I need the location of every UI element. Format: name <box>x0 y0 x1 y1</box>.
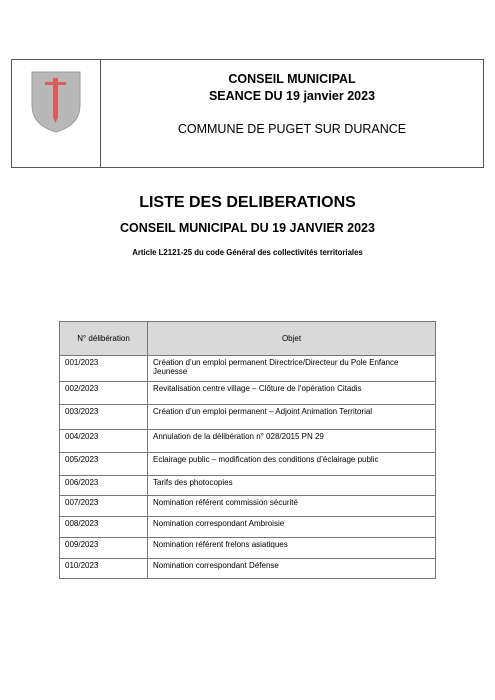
table-row <box>60 476 436 496</box>
legal-reference: Article L2121-25 du code Général des collectivités territoriales <box>132 248 363 257</box>
coat-of-arms-icon <box>29 69 83 135</box>
table-row <box>60 559 436 579</box>
table-header-row <box>60 322 436 356</box>
deliberation-object: Nomination correspondant Défense <box>148 559 436 579</box>
document-title: LISTE DES DELIBERATIONS <box>139 194 356 211</box>
deliberation-number: 003/2023 <box>60 405 148 430</box>
deliberation-number: 006/2023 <box>60 476 148 496</box>
deliberation-object: Nomination référent commission sécurité <box>148 496 436 517</box>
table-row <box>60 453 436 476</box>
logo-cell <box>12 60 101 167</box>
table-row <box>60 538 436 559</box>
deliberation-number: 004/2023 <box>60 430 148 453</box>
column-header-object: Objet <box>148 322 436 356</box>
header-box <box>11 59 484 168</box>
deliberation-number: 010/2023 <box>60 559 148 579</box>
deliberation-number: 009/2023 <box>60 538 148 559</box>
deliberation-object: Revitalisation centre village – Clôture de l’opération Citadis <box>148 382 436 405</box>
table-row <box>60 382 436 405</box>
deliberation-number: 002/2023 <box>60 382 148 405</box>
column-header-number: N° délibération <box>60 322 148 356</box>
table-row <box>60 430 436 453</box>
commune-name: COMMUNE DE PUGET SUR DURANCE <box>177 122 407 136</box>
deliberation-object: Nomination correspondant Ambroisie <box>148 517 436 538</box>
deliberation-object: Eclairage public – modification des conditions d’éclairage public <box>148 453 436 476</box>
deliberation-number: 001/2023 <box>60 356 148 382</box>
deliberations-table <box>59 321 436 579</box>
deliberation-object: Tarifs des photocopies <box>148 476 436 496</box>
table-row <box>60 356 436 382</box>
deliberation-object: Création d’un emploi permanent Directrice/Directeur du Pole Enfance Jeunesse <box>148 356 436 382</box>
table-row <box>60 517 436 538</box>
header-text <box>101 60 483 167</box>
deliberation-number: 007/2023 <box>60 496 148 517</box>
council-title: CONSEIL MUNICIPAL <box>228 72 356 86</box>
table-row <box>60 496 436 517</box>
deliberation-object: Nomination référent frelons asiatiques <box>148 538 436 559</box>
table-row <box>60 405 436 430</box>
deliberation-object: Création d’un emploi permanent – Adjoint Animation Territorial <box>148 405 436 430</box>
session-date: SEANCE DU 19 janvier 2023 <box>208 89 376 103</box>
deliberation-object: Annulation de la délibération n° 028/2015 PN 29 <box>148 430 436 453</box>
document-subtitle: CONSEIL MUNICIPAL DU 19 JANVIER 2023 <box>120 221 375 235</box>
deliberation-number: 005/2023 <box>60 453 148 476</box>
deliberation-number: 008/2023 <box>60 517 148 538</box>
